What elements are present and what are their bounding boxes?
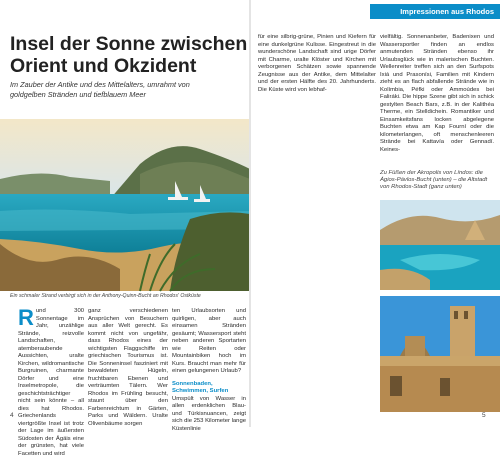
section-header-label: Impressionen aus Rhodos [400,7,494,16]
top-column-right: vielfältig. Sonnenanbeter, Badenixen und Wassersportler finden an endlos anmutenden Stränden ebenso ihr Urlaubsglück wie in malerischen Buchten. Wellenreiter treffen sich an den Surfspots Ixiá und Prasonísi, Familien mit Kindern zieht es an flach abfallende Strände wie in Kolímbia, Péfki oder Ammoúdes bei Faliráki. Die hippe Szene gibt sich in schick gestylten Beach Bars, z.B. in der Kalithéa Therme, ein Stelldichein. Romantiker und Einsamkeitsfans locken abgelegene Buchten etwa am Kap Fourní oder die kilometerlangen, oft menschenleeren Strände bei Kattavía oder Gennadí. Keines- [380,34,494,153]
harbor-photo-image [0,119,250,291]
bay-photo [380,200,500,290]
page-subtitle: Im Zauber der Antike und des Mittelalters, umrahmt von goldgelben Stränden und tiefblauem Meer [10,80,190,99]
body-column-3-text: ten Urlaubsorten und quirligen, aber auch einsamen Stränden gesäumt; Wassersport steht neben anderen Sportarten wie Reiten oder Mountainbiken hoch im Kurs. Braucht man mehr für einen gelungenen Urlaub? [172,308,246,374]
page-number-left: 4 [10,412,14,419]
page-title-line2: Orient und Okzident [10,55,197,77]
body-subheading: Sonnenbaden, Schwimmen, Surfen [172,380,229,394]
page-title [10,33,250,77]
bay-photo-image [380,200,500,290]
right-page [250,0,500,427]
body-column-1-text: und 300 Sonnentage im Jahr, unzählige Strände, reizvolle Landschaften, atemberaubende Aussichten, uralte Kirchen, wildromantische Burgruinen, charmante Dörfer und eine Inselmetropole, die geschichtsträchtiger nicht sein könnte – all dies hat Rhodos. Griechenlands viertgrößte Insel ist trotz der Lage im äußersten Südosten der Ägäis eine der grünsten, hat viele Facetten und wird [18,308,84,457]
top-column-left: für eine silbrig-grüne, Pinien und Kiefern für eine dunkelgrüne Kulisse. Eingestreut in die wunderschöne Landschaft sind urige Dörfer mit Charme, uralte Klöster und Kirchen mit verborgenen Schätzen sowie spannende Zeugnisse aus der Antike, dem Mittelalter und der ersten Hälfte des 20. Jahrhunderts. Die Küste wird von lebhaf- [258,34,376,93]
left-page [0,0,250,457]
body-column-1 [18,305,84,458]
oldtown-photo-image [380,296,500,412]
harbor-photo [0,119,250,291]
body-column-3-text2: Umspült von Wasser in allen erdenklichen Blau- und Türkisnuancen, zeigt sich die 253 Kilometer lange Küstenlinie [172,395,247,432]
body-column-2: ganz verschiedenen Ansprüchen von Besuchern aus aller Welt gerecht. Es kommt nicht von ungefähr, dass Rhodos eines der wichtigsten Flaggschiffe im griechischen Tourismus ist. Die Sonneninsel fasziniert mit bewaldeten Hügeln, fruchtbaren Ebenen und verträumten Tälern. Wer Rhodos im Frühling besucht, staunt über den Farbenreichtum in Gärten, Parks und Wäldern. Uralte Olivenbäume sorgen [88,308,168,427]
page-title-line1: Insel der Sonne zwischen [10,33,248,55]
page-number-right: 5 [482,412,486,419]
section-header [370,4,500,19]
harbor-photo-caption: Ein schmaler Strand verbirgt sich in der Anthony-Quinn-Bucht an Rhodos' Ostküste [10,293,201,299]
oldtown-photo [380,296,500,412]
body-column-3 [172,308,246,433]
dropcap: R [18,305,34,330]
right-photo-caption: Zu Füßen der Akropolis von Líndos: die Ágios-Pávlos-Bucht (unten) – die Altstadt von Rhodos-Stadt (ganz unten) [380,170,488,191]
